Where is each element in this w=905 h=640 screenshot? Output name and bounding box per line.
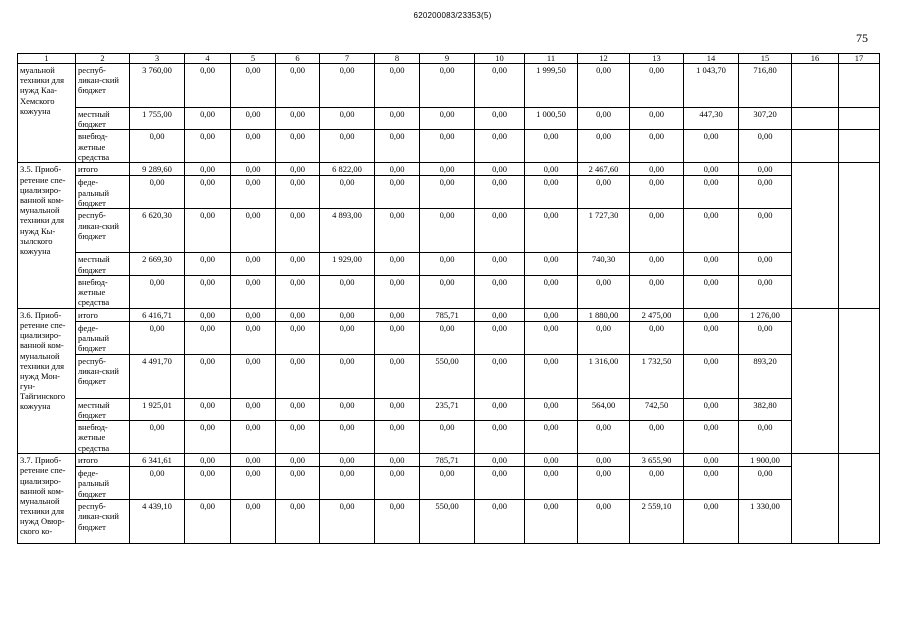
value-cell: 0,00 [630,209,684,253]
value-cell: 0,00 [739,467,792,500]
value-cell: 0,00 [375,398,420,420]
value-cell: 0,00 [231,108,276,130]
value-cell: 2 669,30 [130,253,185,275]
funding-source-cell: итого [76,163,130,176]
empty-cell [839,108,880,130]
value-cell: 0,00 [630,130,684,163]
value-cell: 0,00 [320,130,375,163]
value-cell: 0,00 [185,308,231,321]
value-cell: 742,50 [630,398,684,420]
value-cell: 0,00 [276,163,320,176]
value-cell: 0,00 [231,64,276,108]
value-cell: 0,00 [320,454,375,467]
value-cell: 0,00 [684,500,739,544]
value-cell: 0,00 [375,421,420,454]
column-number: 14 [684,54,739,64]
funding-source-cell: итого [76,308,130,321]
value-cell: 2 475,00 [630,308,684,321]
value-cell: 0,00 [185,253,231,275]
empty-cell [839,64,880,108]
value-cell: 1 925,01 [130,398,185,420]
value-cell: 0,00 [578,321,630,354]
value-cell: 0,00 [185,275,231,308]
value-cell: 0,00 [276,421,320,454]
value-cell: 0,00 [185,321,231,354]
table-row [18,398,880,420]
funding-source-cell: итого [76,454,130,467]
value-cell: 564,00 [578,398,630,420]
empty-cell [792,454,839,544]
value-cell: 0,00 [231,253,276,275]
value-cell: 0,00 [231,130,276,163]
value-cell: 0,00 [578,130,630,163]
value-cell: 0,00 [375,163,420,176]
value-cell: 0,00 [525,275,578,308]
value-cell: 0,00 [630,108,684,130]
value-cell: 0,00 [525,130,578,163]
value-cell: 0,00 [684,467,739,500]
value-cell: 0,00 [320,108,375,130]
value-cell: 0,00 [475,64,525,108]
value-cell: 0,00 [185,467,231,500]
value-cell: 0,00 [231,275,276,308]
document-code: 620200083/23353(5) [413,11,492,20]
value-cell: 0,00 [320,275,375,308]
value-cell: 382,80 [739,398,792,420]
value-cell: 0,00 [320,176,375,209]
value-cell: 0,00 [578,176,630,209]
funding-source-cell: феде-ральный бюджет [76,321,130,354]
funding-source-cell: внебюд-жетные средства [76,275,130,308]
value-cell: 0,00 [630,421,684,454]
value-cell: 0,00 [525,209,578,253]
value-cell: 0,00 [630,467,684,500]
value-cell: 0,00 [130,421,185,454]
value-cell: 0,00 [578,500,630,544]
value-cell: 0,00 [185,398,231,420]
value-cell: 0,00 [276,467,320,500]
value-cell: 0,00 [276,454,320,467]
value-cell: 0,00 [276,253,320,275]
value-cell: 0,00 [420,421,475,454]
value-cell: 0,00 [684,421,739,454]
value-cell: 0,00 [276,500,320,544]
value-cell: 0,00 [525,467,578,500]
value-cell: 0,00 [739,253,792,275]
empty-cell [839,130,880,163]
value-cell: 1 276,00 [739,308,792,321]
value-cell: 0,00 [578,108,630,130]
table-row [18,275,880,308]
value-cell: 0,00 [525,398,578,420]
funding-source-cell: местный бюджет [76,108,130,130]
empty-cell [792,308,839,453]
value-cell: 0,00 [739,209,792,253]
value-cell: 0,00 [525,308,578,321]
value-cell: 0,00 [630,321,684,354]
value-cell: 0,00 [130,275,185,308]
value-cell: 0,00 [320,398,375,420]
value-cell: 0,00 [739,163,792,176]
value-cell: 0,00 [475,176,525,209]
column-number: 16 [792,54,839,64]
item-name-cell: муальной техники для нужд Каа-Хемского кожууна [18,64,76,163]
value-cell: 1 727,30 [578,209,630,253]
value-cell: 0,00 [231,308,276,321]
column-number: 3 [130,54,185,64]
value-cell: 0,00 [375,275,420,308]
column-number: 7 [320,54,375,64]
value-cell: 0,00 [684,454,739,467]
page-number: 75 [856,31,868,45]
value-cell: 0,00 [684,308,739,321]
value-cell: 0,00 [375,354,420,398]
value-cell: 6 620,30 [130,209,185,253]
value-cell: 2 467,60 [578,163,630,176]
value-cell: 0,00 [276,398,320,420]
table-row [18,130,880,163]
empty-cell [792,64,839,108]
table-row [18,354,880,398]
table-row [18,64,880,108]
value-cell: 1 880,00 [578,308,630,321]
item-name-cell: 3.7. Приоб-ретение спе-циализиро-ванной ком-мунальной техники для нужд Овюр-ского ко- [18,454,76,544]
value-cell: 0,00 [420,130,475,163]
funding-source-cell: феде-ральный бюджет [76,176,130,209]
value-cell: 6 822,00 [320,163,375,176]
value-cell: 0,00 [578,275,630,308]
value-cell: 0,00 [578,64,630,108]
value-cell: 0,00 [231,421,276,454]
value-cell: 0,00 [578,467,630,500]
value-cell: 0,00 [578,421,630,454]
value-cell: 0,00 [475,163,525,176]
value-cell: 0,00 [231,500,276,544]
value-cell: 0,00 [525,421,578,454]
empty-cell [839,308,880,453]
value-cell: 0,00 [375,176,420,209]
value-cell: 1 900,00 [739,454,792,467]
value-cell: 0,00 [231,354,276,398]
value-cell: 0,00 [630,275,684,308]
value-cell: 0,00 [684,209,739,253]
value-cell: 0,00 [420,467,475,500]
column-number: 6 [276,54,320,64]
value-cell: 550,00 [420,354,475,398]
value-cell: 0,00 [130,321,185,354]
value-cell: 0,00 [525,454,578,467]
value-cell: 0,00 [684,321,739,354]
table-row [18,500,880,544]
empty-cell [839,163,880,308]
column-number: 9 [420,54,475,64]
value-cell: 0,00 [375,209,420,253]
value-cell: 0,00 [525,253,578,275]
value-cell: 0,00 [684,253,739,275]
value-cell: 0,00 [525,500,578,544]
value-cell: 0,00 [684,163,739,176]
value-cell: 3 655,90 [630,454,684,467]
table-row [18,421,880,454]
value-cell: 0,00 [130,176,185,209]
value-cell: 0,00 [630,163,684,176]
value-cell: 1 929,00 [320,253,375,275]
table-row [18,163,880,176]
value-cell: 893,20 [739,354,792,398]
value-cell: 0,00 [231,209,276,253]
table-row [18,253,880,275]
value-cell: 0,00 [475,108,525,130]
value-cell: 0,00 [375,500,420,544]
value-cell: 0,00 [375,108,420,130]
value-cell: 0,00 [320,467,375,500]
column-number: 13 [630,54,684,64]
value-cell: 0,00 [231,163,276,176]
value-cell: 0,00 [420,176,475,209]
value-cell: 0,00 [276,354,320,398]
value-cell: 0,00 [420,64,475,108]
value-cell: 0,00 [185,64,231,108]
value-cell: 0,00 [276,321,320,354]
value-cell: 307,20 [739,108,792,130]
value-cell: 0,00 [630,253,684,275]
value-cell: 0,00 [185,500,231,544]
value-cell: 0,00 [420,321,475,354]
value-cell: 0,00 [684,398,739,420]
column-number: 4 [185,54,231,64]
value-cell: 0,00 [525,163,578,176]
column-number: 15 [739,54,792,64]
value-cell: 0,00 [185,209,231,253]
value-cell: 235,71 [420,398,475,420]
value-cell: 4 893,00 [320,209,375,253]
budget-table [17,53,880,544]
value-cell: 0,00 [684,354,739,398]
value-cell: 0,00 [525,354,578,398]
value-cell: 0,00 [185,176,231,209]
value-cell: 740,30 [578,253,630,275]
value-cell: 0,00 [475,467,525,500]
value-cell: 0,00 [475,209,525,253]
empty-cell [792,108,839,130]
table-row [18,209,880,253]
value-cell: 1 043,70 [684,64,739,108]
value-cell: 4 491,70 [130,354,185,398]
value-cell: 0,00 [130,130,185,163]
value-cell: 0,00 [475,308,525,321]
value-cell: 0,00 [475,321,525,354]
value-cell: 0,00 [185,421,231,454]
value-cell: 550,00 [420,500,475,544]
value-cell: 6 416,71 [130,308,185,321]
column-number: 5 [231,54,276,64]
value-cell: 1 316,00 [578,354,630,398]
column-number: 11 [525,54,578,64]
value-cell: 0,00 [320,354,375,398]
empty-cell [839,454,880,544]
column-number-row [18,54,880,64]
value-cell: 0,00 [185,163,231,176]
funding-source-cell: феде-ральный бюджет [76,467,130,500]
value-cell: 1 999,50 [525,64,578,108]
value-cell: 0,00 [231,321,276,354]
value-cell: 0,00 [276,64,320,108]
value-cell: 1 000,50 [525,108,578,130]
table-row [18,176,880,209]
value-cell: 1 732,50 [630,354,684,398]
value-cell: 0,00 [630,64,684,108]
funding-source-cell: внебюд-жетные средства [76,421,130,454]
column-number: 17 [839,54,880,64]
empty-cell [792,130,839,163]
value-cell: 0,00 [475,275,525,308]
value-cell: 0,00 [375,308,420,321]
value-cell: 0,00 [276,209,320,253]
value-cell: 9 289,60 [130,163,185,176]
value-cell: 0,00 [420,108,475,130]
item-name-cell: 3.6. Приоб-ретение спе-циализиро-ванной ком-мунальной техники для нужд Мон-гун-Тайгинского кожууна [18,308,76,453]
value-cell: 447,30 [684,108,739,130]
value-cell: 0,00 [130,467,185,500]
value-cell: 0,00 [684,275,739,308]
value-cell: 0,00 [231,454,276,467]
value-cell: 716,80 [739,64,792,108]
value-cell: 0,00 [630,176,684,209]
value-cell: 0,00 [276,275,320,308]
value-cell: 0,00 [420,209,475,253]
value-cell: 0,00 [276,130,320,163]
value-cell: 1 330,00 [739,500,792,544]
value-cell: 0,00 [185,454,231,467]
value-cell: 3 760,00 [130,64,185,108]
value-cell: 0,00 [231,176,276,209]
value-cell: 0,00 [320,64,375,108]
value-cell: 0,00 [475,398,525,420]
table-row [18,321,880,354]
value-cell: 0,00 [684,176,739,209]
value-cell: 0,00 [185,354,231,398]
column-number: 8 [375,54,420,64]
funding-source-cell: респуб-ликан-ский бюджет [76,64,130,108]
value-cell: 0,00 [185,130,231,163]
table-row [18,454,880,467]
value-cell: 0,00 [475,454,525,467]
value-cell: 0,00 [684,130,739,163]
value-cell: 0,00 [375,467,420,500]
funding-source-cell: местный бюджет [76,253,130,275]
column-number: 2 [76,54,130,64]
value-cell: 0,00 [420,275,475,308]
funding-source-cell: респуб-ликан-ский бюджет [76,209,130,253]
item-name-cell: 3.5. Приоб-ретение спе-циализиро-ванной ком-мунальной техники для нужд Кы-зылского кожууна [18,163,76,308]
funding-source-cell: внебюд-жетные средства [76,130,130,163]
value-cell: 0,00 [185,108,231,130]
value-cell: 0,00 [320,500,375,544]
value-cell: 0,00 [739,275,792,308]
value-cell: 0,00 [320,321,375,354]
value-cell: 0,00 [578,454,630,467]
value-cell: 0,00 [525,176,578,209]
column-number: 12 [578,54,630,64]
value-cell: 0,00 [739,176,792,209]
value-cell: 0,00 [320,308,375,321]
value-cell: 0,00 [320,421,375,454]
value-cell: 0,00 [375,130,420,163]
value-cell: 0,00 [475,253,525,275]
value-cell: 0,00 [276,176,320,209]
value-cell: 0,00 [420,163,475,176]
value-cell: 0,00 [231,398,276,420]
value-cell: 0,00 [739,130,792,163]
value-cell: 785,71 [420,308,475,321]
value-cell: 785,71 [420,454,475,467]
value-cell: 0,00 [375,64,420,108]
value-cell: 0,00 [475,421,525,454]
value-cell: 6 341,61 [130,454,185,467]
value-cell: 0,00 [475,130,525,163]
empty-cell [792,163,839,308]
value-cell: 0,00 [525,321,578,354]
value-cell: 0,00 [375,253,420,275]
column-number: 10 [475,54,525,64]
value-cell: 0,00 [231,467,276,500]
value-cell: 4 439,10 [130,500,185,544]
funding-source-cell: местный бюджет [76,398,130,420]
table-row [18,308,880,321]
table-row [18,108,880,130]
value-cell: 0,00 [739,421,792,454]
table-row [18,467,880,500]
funding-source-cell: респуб-ликан-ский бюджет [76,500,130,544]
value-cell: 0,00 [375,321,420,354]
value-cell: 0,00 [276,108,320,130]
value-cell: 0,00 [739,321,792,354]
funding-source-cell: респуб-ликан-ский бюджет [76,354,130,398]
value-cell: 0,00 [420,253,475,275]
value-cell: 0,00 [375,454,420,467]
column-number: 1 [18,54,76,64]
value-cell: 0,00 [475,500,525,544]
value-cell: 1 755,00 [130,108,185,130]
value-cell: 2 559,10 [630,500,684,544]
value-cell: 0,00 [475,354,525,398]
value-cell: 0,00 [276,308,320,321]
